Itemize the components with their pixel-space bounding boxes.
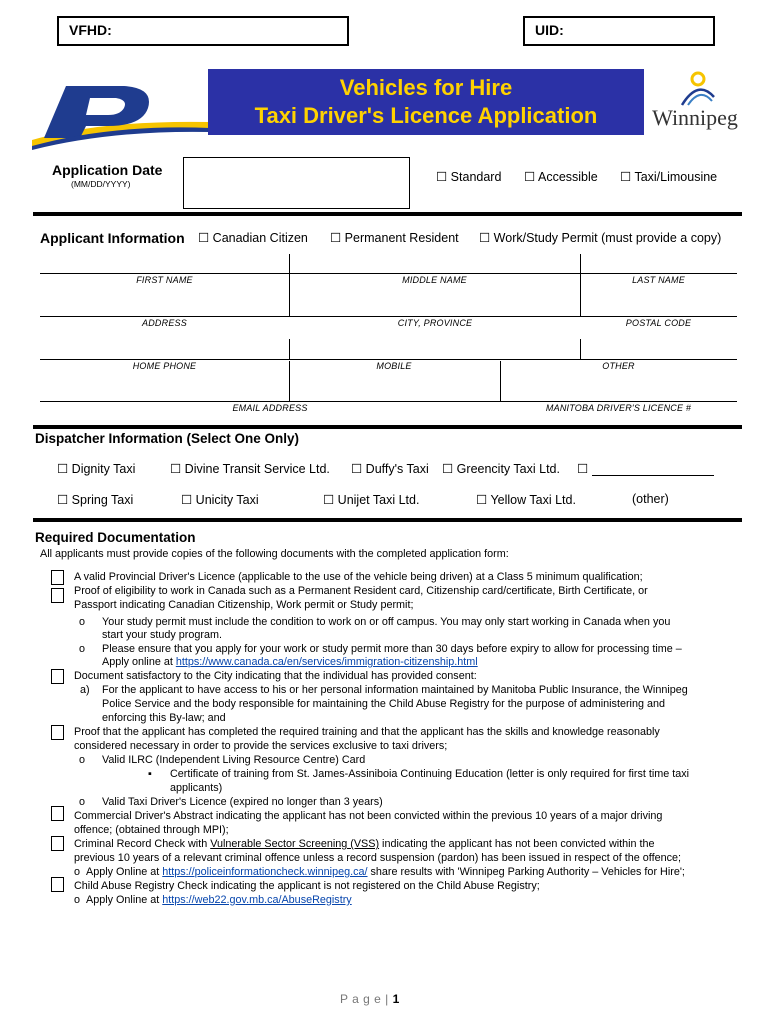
divider (33, 425, 742, 429)
doc-line: For the applicant to have access to his or her personal information maintained by Manitoba Public Insurance, the Winnipeg (102, 684, 688, 696)
other-phone-label: OTHER (602, 361, 635, 371)
doc-line (74, 894, 352, 908)
uid-field[interactable] (523, 16, 715, 46)
checkbox-training[interactable] (51, 725, 64, 740)
divider (40, 316, 737, 317)
divider (40, 273, 737, 274)
doc-line: A valid Provincial Driver's Licence (applicable to the use of the vehicle being driven) at a Class 5 minimum qualification; (74, 571, 643, 583)
checkbox-yellow-taxi[interactable]: ☐ Yellow Taxi Ltd. (476, 493, 576, 507)
checkbox-unicity-taxi[interactable]: ☐ Unicity Taxi (181, 493, 259, 507)
checkbox-drivers-abstract[interactable] (51, 806, 64, 821)
home-phone-label: HOME PHONE (132, 361, 197, 371)
checkbox-greencity-taxi[interactable]: ☐ Greencity Taxi Ltd. (442, 462, 560, 476)
doc-line (74, 838, 655, 852)
other-caption: (other) (632, 492, 669, 506)
parking-p-logo (32, 78, 210, 150)
divider (33, 212, 742, 216)
page-label: P a g e | (340, 992, 389, 1006)
vfhd-field[interactable] (57, 16, 349, 46)
required-docs-intro: All applicants must provide copies of the following documents with the completed application form: (40, 548, 509, 560)
city-province-label: CITY, PROVINCE (397, 318, 473, 328)
checkbox-work-eligibility[interactable] (51, 588, 64, 603)
doc-line: enforcing this By-law; and (102, 712, 226, 724)
checkbox-drivers-licence[interactable] (51, 570, 64, 585)
dispatcher-title: Dispatcher Information (Select One Only) (35, 431, 300, 446)
bullet: o (79, 643, 86, 655)
winnipeg-emblem-icon (678, 69, 718, 107)
required-docs-title: Required Documentation (35, 530, 196, 545)
application-date-input[interactable] (183, 157, 410, 209)
doc-line: Valid ILRC (Independent Living Resource Centre) Card (102, 754, 366, 766)
divider (33, 518, 742, 522)
doc-line: Your study permit must include the condition to work on or off campus. You may only start working in Canada when you (102, 616, 671, 628)
checkbox-work-study-permit[interactable]: ☐ Work/Study Permit (must provide a copy) (479, 231, 722, 245)
doc-line: start your study program. (102, 629, 223, 641)
checkbox-taxi-limousine[interactable]: ☐ Taxi/Limousine (620, 170, 718, 184)
doc-line: Please ensure that you apply for your work or study permit more than 30 days before expiry to allow for processing time – (102, 643, 682, 655)
banner-line2: Taxi Driver's Licence Application (254, 103, 598, 128)
first-name-input[interactable] (40, 286, 289, 316)
canada-immigration-link[interactable]: https://www.canada.ca/en/services/immigration-citizenship.html (175, 656, 478, 668)
application-date-label: Application Date (52, 162, 163, 178)
doc-line: Document satisfactory to the City indicating that the individual has provided consent: (74, 670, 477, 682)
first-name-label: FIRST NAME (136, 275, 193, 285)
doc-line: Police Service and the body responsible for maintaining the Child Abuse Registry for the purpose of administering and (102, 698, 665, 710)
checkbox-unijet-taxi[interactable]: ☐ Unijet Taxi Ltd. (323, 493, 420, 507)
checkbox-permanent-resident[interactable]: ☐ Permanent Resident (330, 231, 459, 245)
mobile-label: MOBILE (376, 361, 412, 371)
divider (40, 401, 737, 402)
police-check-link[interactable]: https://policeinformationcheck.winnipeg.ca/ (162, 866, 368, 878)
bullet: o (79, 616, 86, 628)
page-number: 1 (392, 992, 400, 1006)
checkbox-criminal-record[interactable] (51, 836, 64, 851)
doc-line: Passport indicating Canadian Citizenship, Work permit or Study permit; (74, 599, 414, 611)
checkbox-standard[interactable]: ☐ Standard (436, 170, 502, 184)
checkbox-divine-transit[interactable]: ☐ Divine Transit Service Ltd. (170, 462, 330, 476)
doc-line: previous 10 years of a relevant criminal offence unless a record suspension (pardon) has been issued in respect of the offence; (74, 852, 681, 864)
checkbox-child-abuse-registry[interactable] (51, 877, 64, 892)
bullet: o (79, 796, 86, 808)
banner-line1: Vehicles for Hire (339, 75, 513, 100)
divider (40, 359, 737, 360)
manitoba-licence-label: MANITOBA DRIVER'S LICENCE # (545, 403, 692, 413)
title-banner (208, 69, 644, 135)
divider (580, 254, 581, 274)
doc-line: Valid Taxi Driver's Licence (expired no longer than 3 years) (102, 796, 383, 808)
checkbox-spring-taxi[interactable]: ☐ Spring Taxi (57, 493, 134, 507)
doc-line (102, 656, 478, 670)
doc-line: Proof of eligibility to work in Canada such as a Permanent Resident card, Citizenship card/certificate, Birth Certificate, or (74, 585, 648, 597)
doc-text: share results with 'Winnipeg Parking Authority – Vehicles for Hire'; (367, 866, 685, 878)
doc-text: Apply Online at (86, 866, 163, 878)
other-phone-input[interactable] (501, 372, 737, 401)
bullet: o (79, 754, 86, 766)
bullet: o (74, 894, 81, 906)
address-label: ADDRESS (142, 318, 187, 328)
winnipeg-logo (648, 69, 742, 135)
doc-line: offence; (obtained through MPI); (74, 824, 229, 836)
date-format-hint: (MM/DD/YYYY) (71, 179, 131, 189)
doc-line: Commercial Driver's Abstract indicating the applicant has not been convicted within the previous 10 years of a major driving (74, 810, 663, 822)
doc-line: applicants) (170, 782, 223, 794)
checkbox-other-dispatcher[interactable]: ☐ (577, 462, 589, 476)
page-footer (340, 992, 400, 1006)
checkbox-consent[interactable] (51, 669, 64, 684)
postal-code-label: POSTAL CODE (625, 318, 692, 328)
uid-label: UID: (535, 22, 564, 38)
winnipeg-wordmark: Winnipeg (652, 105, 738, 130)
doc-text: indicating the applicant has not been convicted within the (379, 838, 655, 850)
last-name-label: LAST NAME (632, 275, 685, 285)
checkbox-canadian-citizen[interactable]: ☐ Canadian Citizen (198, 231, 308, 245)
vfhd-label: VFHD: (69, 22, 112, 38)
vss-text: Vulnerable Sector Screening (VSS) (210, 838, 380, 850)
middle-name-input[interactable] (290, 286, 580, 316)
doc-line (74, 866, 685, 880)
doc-line: Child Abuse Registry Check indicating the applicant is not registered on the Child Abuse Registry; (74, 880, 540, 892)
last-name-input[interactable] (581, 286, 737, 316)
doc-text: Apply online at (102, 656, 176, 668)
bullet: ▪ (148, 768, 152, 780)
bullet: a) (80, 684, 90, 696)
doc-text: Apply Online at (86, 894, 163, 906)
checkbox-dignity-taxi[interactable]: ☐ Dignity Taxi (57, 462, 136, 476)
email-label: EMAIL ADDRESS (232, 403, 308, 413)
checkbox-duffys-taxi[interactable]: ☐ Duffy's Taxi (351, 462, 429, 476)
abuse-registry-link[interactable]: https://web22.gov.mb.ca/AbuseRegistry (162, 894, 352, 906)
middle-name-label: MIDDLE NAME (402, 275, 467, 285)
doc-line: considered necessary in order to provide the services exclusive to taxi drivers; (74, 740, 448, 752)
bullet: o (74, 866, 81, 878)
doc-text: Criminal Record Check with (74, 838, 211, 850)
checkbox-accessible[interactable]: ☐ Accessible (524, 170, 598, 184)
address-input[interactable] (40, 329, 370, 359)
doc-line: Certificate of training from St. James-Assiniboia Continuing Education (letter is only required for first time taxi (170, 768, 690, 780)
other-dispatcher-input[interactable] (592, 475, 714, 476)
applicant-info-title: Applicant Information (40, 230, 185, 246)
divider (289, 254, 290, 274)
doc-line: Proof that the applicant has completed the required training and that the applicant has the skills and knowledge reasonably (74, 726, 660, 738)
email-input[interactable] (40, 386, 500, 401)
city-province-input[interactable] (370, 329, 580, 359)
postal-code-input[interactable] (581, 329, 737, 359)
